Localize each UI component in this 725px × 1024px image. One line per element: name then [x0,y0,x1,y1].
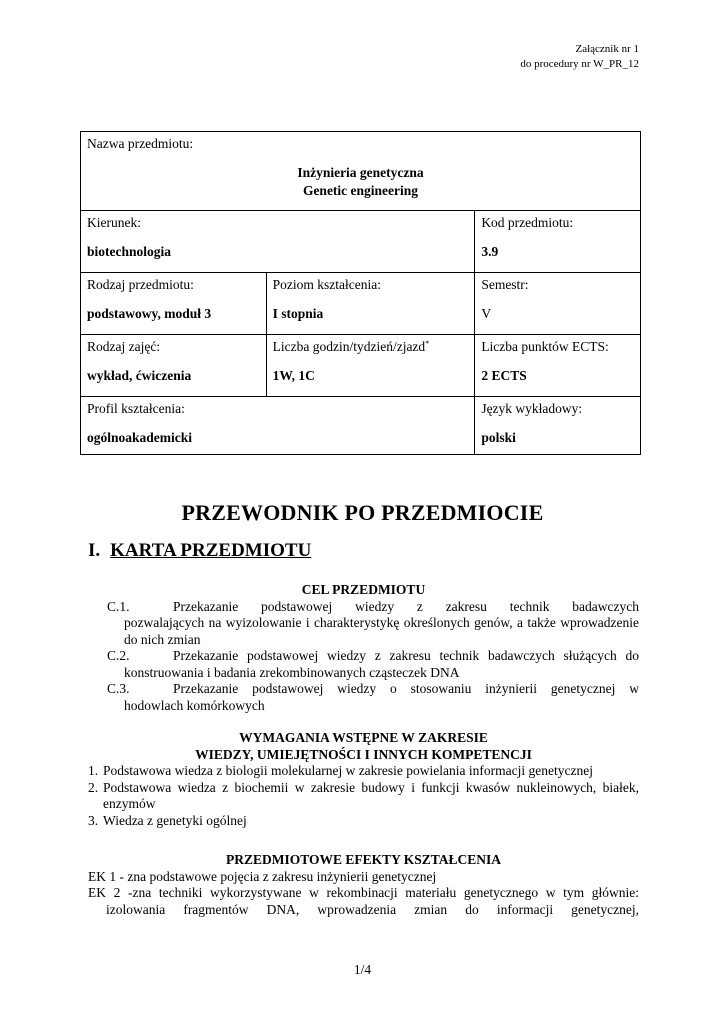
cel-item-continuation: hodowlach komórkowych [124,697,265,713]
rodzaj-label: Rodzaj przedmiotu: [87,277,194,292]
wymagania-title [88,730,639,763]
jezyk-value: polski [481,430,516,445]
cel-item-continuation: konstruowania i badania zrekombinowanych cząsteczek DNA [124,664,460,680]
efekty-item-text: EK 2 -zna techniki wykorzystywane w rekombinacji materiału genetycznego w tym głównie: [88,885,639,900]
wymagania-item [88,780,639,813]
wymagania-item-number: 3. [88,812,99,828]
cel-item-number: C.1. [107,598,130,614]
kierunek-value: biotechnologia [87,244,172,259]
cel-item-number: C.2. [107,648,130,663]
rodzaj-cell [81,273,267,335]
cel-item-continuation: pozwalających na wyizolowanie i charakterystykę określonych genów, a także wprowadzenie do nich zmian [124,615,639,647]
poziom-cell [266,273,475,335]
wymagania-title-line1: WYMAGANIA WSTĘPNE W ZAKRESIE [239,730,488,745]
rodzaj-value: podstawowy, moduł 3 [87,306,212,321]
zajec-value: wykład, ćwiczenia [87,368,192,383]
wymagania-item-number: 1. [88,763,99,778]
wymagania-item-text: Podstawowa wiedza z biochemii w zakresie budowy i funkcji kwasów nukleinowych, białek, enzymów [103,779,639,811]
poziom-value: I stopnia [272,306,324,321]
efekty-title: PRZEDMIOTOWE EFEKTY KSZTAŁCENIA [225,852,502,867]
cel-item-text: Przekazanie podstawowej wiedzy z zakresu technik badawczych służących do [173,648,639,663]
wymagania-item-text: Podstawowa wiedza z biologii molekularnej w zakresie powielania informacji genetycznej [103,763,593,778]
cel-item [107,681,639,714]
kierunek-cell [81,211,475,273]
godzin-value: 1W, 1C [272,368,315,383]
cel-item [107,599,639,649]
cel-title: CEL PRZEDMIOTU [301,582,426,597]
wymagania-item [88,763,639,780]
efekty-item-text: EK 1 - zna podstawowe pojęcia z zakresu inżynierii genetycznej [88,868,437,884]
wymagania-title-line2: WIEDZY, UMIEJĘTNOŚCI I INNYCH KOMPETENCJI [195,746,532,762]
cel-item [107,648,639,681]
ects-cell [475,335,641,397]
jezyk-cell [475,397,641,455]
profil-cell [81,397,475,455]
semestr-label: Semestr: [481,277,529,292]
attachment-number: Załącznik nr 1 [575,43,639,55]
efekty-item [88,885,639,918]
footnote-mark: * [425,339,430,348]
efekty-item-continuation: izolowania fragmentów DNA, wprowadzenia zmian do informacji genetycznej, [106,901,639,917]
page-number: 1/4 [353,962,372,977]
section-title: KARTA PRZEDMIOTU [110,540,312,561]
cel-item-number: C.3. [107,681,130,696]
kod-label: Kod przedmiotu: [481,215,574,230]
course-name-label: Nazwa przedmiotu: [87,136,194,151]
godzin-cell [266,335,475,397]
semestr-cell [475,273,641,335]
procedure-reference: do procedury nr W_PR_12 [520,58,639,70]
poziom-label: Poziom kształcenia: [272,277,381,292]
zajec-cell [81,335,267,397]
cel-item-text: Przekazanie podstawowej wiedzy o stosowaniu inżynierii genetycznej w [173,681,639,696]
course-info-table [80,131,641,455]
kierunek-label: Kierunek: [87,215,141,230]
section-heading [88,540,311,562]
profil-label: Profil kształcenia: [87,401,185,416]
kod-cell [475,211,641,273]
wymagania-item-text: Wiedza z genetyki ogólnej [103,812,247,828]
course-name-en: Genetic engineering [302,183,419,198]
course-name-cell [81,132,641,211]
ects-value: 2 ECTS [481,368,527,383]
profil-value: ogólnoakademicki [87,430,193,445]
jezyk-label: Język wykładowy: [481,401,583,416]
efekty-item [88,869,639,886]
wymagania-item [88,813,639,830]
document-body [88,582,639,918]
wymagania-item-number: 2. [88,779,99,795]
zajec-label: Rodzaj zajęć: [87,339,161,354]
cel-item-text: Przekazanie podstawowej wiedzy z zakresu technik badawczych [173,598,639,614]
document-header [520,42,639,72]
section-number: I. [88,540,101,561]
semestr-value: V [481,306,492,321]
course-name-pl: Inżynieria genetyczna [297,165,424,180]
main-title: PRZEWODNIK PO PRZEDMIOCIE [181,500,544,525]
ects-label: Liczba punktów ECTS: [481,339,609,354]
godzin-label: Liczba godzin/tydzień/zjazd [272,339,426,354]
kod-value: 3.9 [481,244,499,259]
